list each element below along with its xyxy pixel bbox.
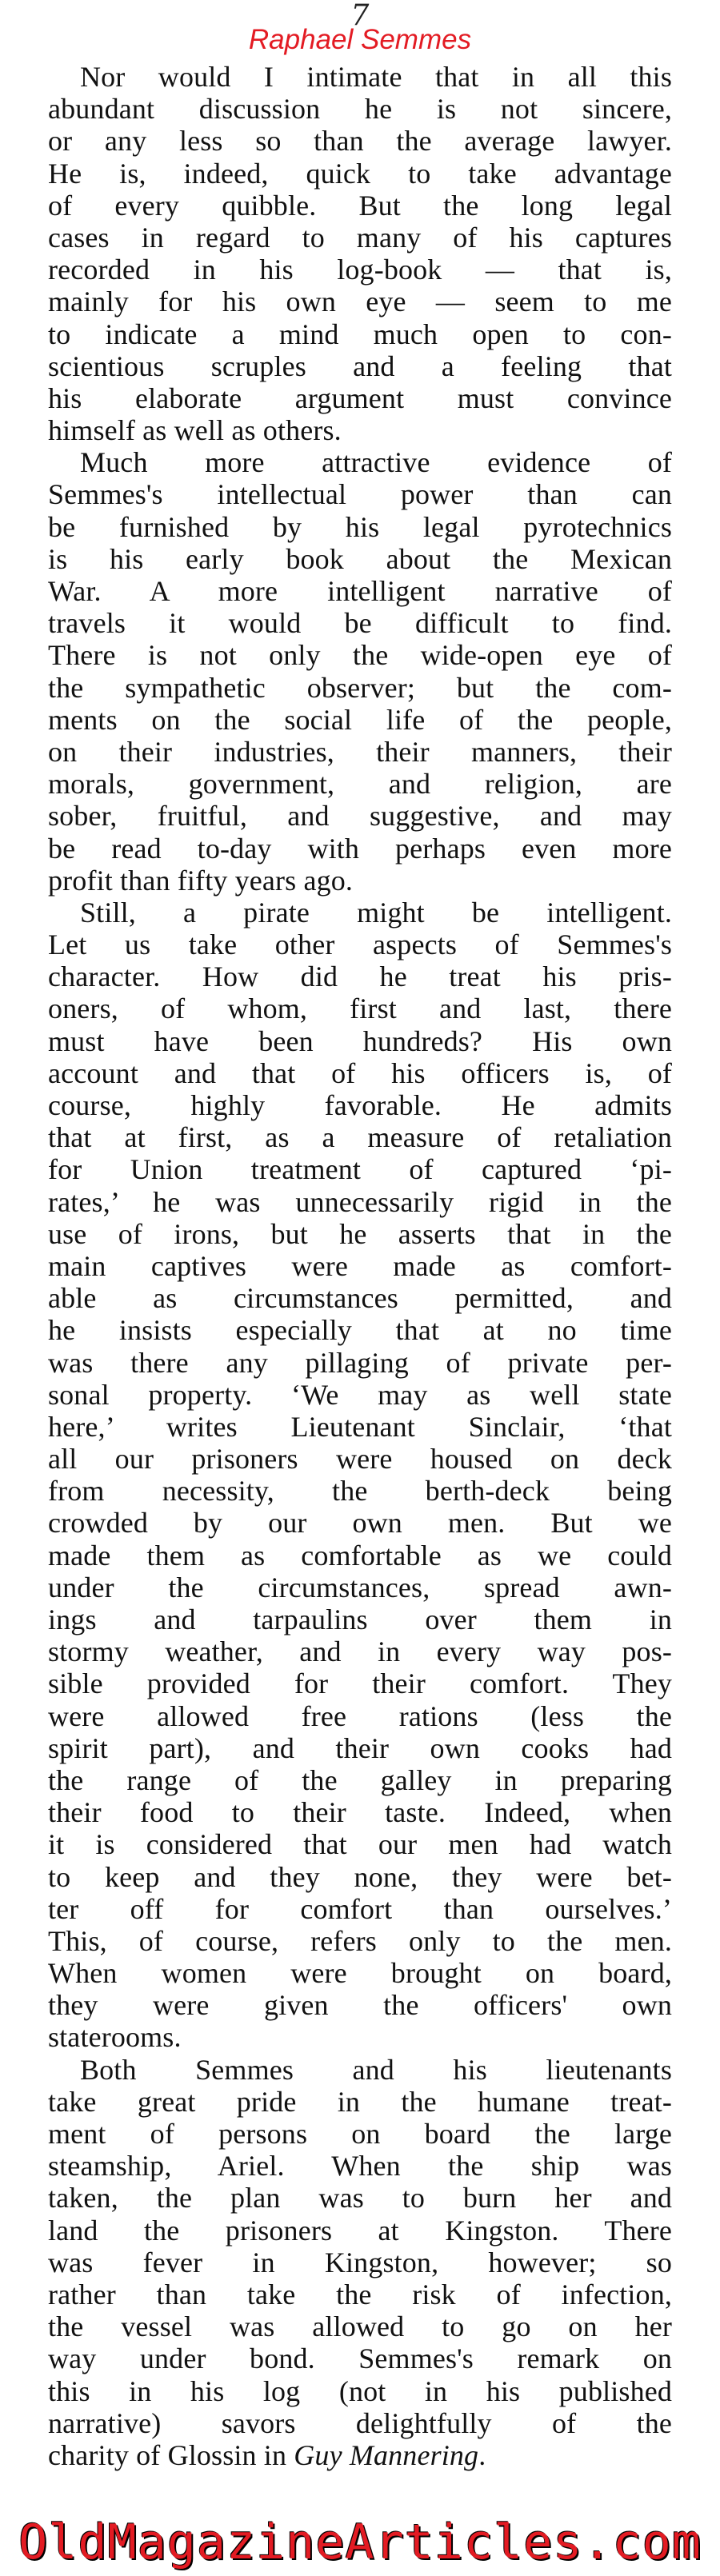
text-line: all our prisoners were housed on deck: [48, 1443, 672, 1476]
text-line: way under bond. Semmes's remark on: [48, 2342, 672, 2375]
text-line: the vessel was allowed to go on her: [48, 2310, 672, 2343]
text-line: sonal property. ‘We may as well state: [48, 1378, 672, 1411]
text-line: is his early book about the Mexican: [48, 542, 672, 575]
text-line: were allowed free rations (less the: [48, 1699, 672, 1732]
text-line: take great pride in the humane treat-: [48, 2085, 672, 2118]
text-line: taken, the plan was to burn her and: [48, 2182, 672, 2215]
text-line: There is not only the wide-open eye of: [48, 639, 672, 672]
text-line: narrative) savors delightfully of the: [48, 2406, 672, 2439]
text-line: here,’ writes Lieutenant Sinclair, ‘that: [48, 1410, 672, 1443]
text-line: ment of persons on board the large: [48, 2118, 672, 2150]
text-line: must have been hundreds? His own: [48, 1024, 672, 1057]
text-line: use of irons, but he asserts that in the: [48, 1217, 672, 1250]
text-line: was fever in Kingston, however; so: [48, 2246, 672, 2278]
text-line: morals, government, and religion, are: [48, 768, 672, 801]
text-line: on their industries, their manners, their: [48, 735, 672, 768]
site-footer[interactable]: [0, 2510, 720, 2576]
text-line: the range of the galley in preparing: [48, 1763, 672, 1796]
text-line: they were given the officers' own: [48, 1989, 672, 2022]
text-line: crowded by our own men. But we: [48, 1507, 672, 1540]
text-line: to indicate a mind much open to con-: [48, 318, 672, 350]
text-line: for Union treatment of captured ‘pi-: [48, 1153, 672, 1186]
text-line: staterooms.: [48, 2021, 182, 2054]
text-line: travels it would be difficult to find.: [48, 607, 672, 640]
article-paragraph: [48, 2054, 672, 2471]
text-line: He is, indeed, quick to take advantage: [48, 157, 672, 190]
text-line: Still, a pirate might be intelligent.: [80, 896, 672, 929]
text-line: character. How did he treat his pris-: [48, 961, 672, 993]
text-line: Semmes's intellectual power than can: [48, 478, 672, 511]
text-line: ments on the social life of the people,: [48, 703, 672, 736]
text-line: scientious scruples and a feeling that: [48, 349, 672, 382]
site-brand-link[interactable]: OldMagazineArticles.com: [18, 2514, 702, 2570]
text-line: This, of course, refers only to the men.: [48, 1924, 672, 1957]
text-line: profit than fifty years ago.: [48, 864, 354, 897]
text-line: abundant discussion he is not sincere,: [48, 93, 672, 126]
text-line: under the circumstances, spread awn-: [48, 1571, 672, 1604]
text-line: recorded in his log-book — that is,: [48, 254, 672, 286]
text-line: was there any pillaging of private per-: [48, 1346, 672, 1379]
text-line: spirit part), and their own cooks had: [48, 1731, 672, 1764]
text-line: cases in regard to many of his captures: [48, 221, 672, 254]
text-line: their food to their taste. Indeed, when: [48, 1796, 672, 1829]
text-line: steamship, Ariel. When the ship was: [48, 2150, 672, 2183]
text-line: the sympathetic observer; but the com-: [48, 671, 672, 704]
text-line: able as circumstances permitted, and: [48, 1282, 672, 1315]
text-line: mainly for his own eye — seem to me: [48, 286, 672, 318]
article-paragraph: [48, 897, 672, 2054]
text-line: this in his log (not in his published: [48, 2374, 672, 2407]
running-title: Raphael Semmes: [248, 24, 472, 55]
text-line: rather than take the risk of infection,: [48, 2278, 672, 2310]
text-line: that at first, as a measure of retaliation: [48, 1121, 672, 1154]
article-body: [48, 61, 672, 2471]
text-line: of every quibble. But the long legal: [48, 189, 672, 222]
text-line: ter off for comfort than ourselves.’: [48, 1892, 672, 1925]
text-line: to keep and they none, they were bet-: [48, 1860, 672, 1893]
text-line: [48, 2439, 672, 2471]
text-line: made them as comfortable as we could: [48, 1539, 672, 1572]
text-line: stormy weather, and in every way pos-: [48, 1635, 672, 1668]
text-line: he insists especially that at no time: [48, 1314, 672, 1347]
text-line: Both Semmes and his lieutenants: [80, 2053, 672, 2086]
article-paragraph: [48, 61, 672, 446]
text-line: Much more attractive evidence of: [80, 446, 672, 479]
text-line: his elaborate argument must convince: [48, 381, 672, 414]
text-line: rates,’ he was unnecessarily rigid in the: [48, 1185, 672, 1218]
text-line: sober, fruitful, and suggestive, and may: [48, 800, 672, 833]
text-fragment: charity of Glossin in: [48, 2438, 287, 2471]
text-line: from necessity, the berth-deck being: [48, 1475, 672, 1508]
text-line: or any less so than the average lawyer.: [48, 125, 672, 158]
text-line: War. A more intelligent narrative of: [48, 575, 672, 607]
text-line: himself as well as others.: [48, 414, 342, 447]
text-line: When women were brought on board,: [48, 1957, 672, 1990]
text-line: oners, of whom, first and last, there: [48, 992, 672, 1025]
text-line: sible provided for their comfort. They: [48, 1667, 672, 1700]
text-line: ings and tarpaulins over them in: [48, 1604, 672, 1635]
text-line: it is considered that our men had watch: [48, 1828, 672, 1861]
text-line: be read to-day with perhaps even more: [48, 832, 672, 865]
text-line: Let us take other aspects of Semmes's: [48, 929, 672, 961]
text-line: account and that of his officers is, of: [48, 1056, 672, 1089]
closing-punctuation: .: [478, 2438, 486, 2471]
text-line: main captives were made as comfort-: [48, 1249, 672, 1282]
text-line: course, highly favorable. He admits: [48, 1089, 672, 1121]
text-line: be furnished by his legal pyrotechnics: [48, 510, 672, 543]
page-number: 7: [350, 0, 370, 32]
text-line: land the prisoners at Kingston. There: [48, 2214, 672, 2247]
book-title-italic: Guy Mannering: [294, 2438, 479, 2471]
text-line: Nor would I intimate that in all this: [80, 61, 672, 93]
article-paragraph: [48, 446, 672, 897]
